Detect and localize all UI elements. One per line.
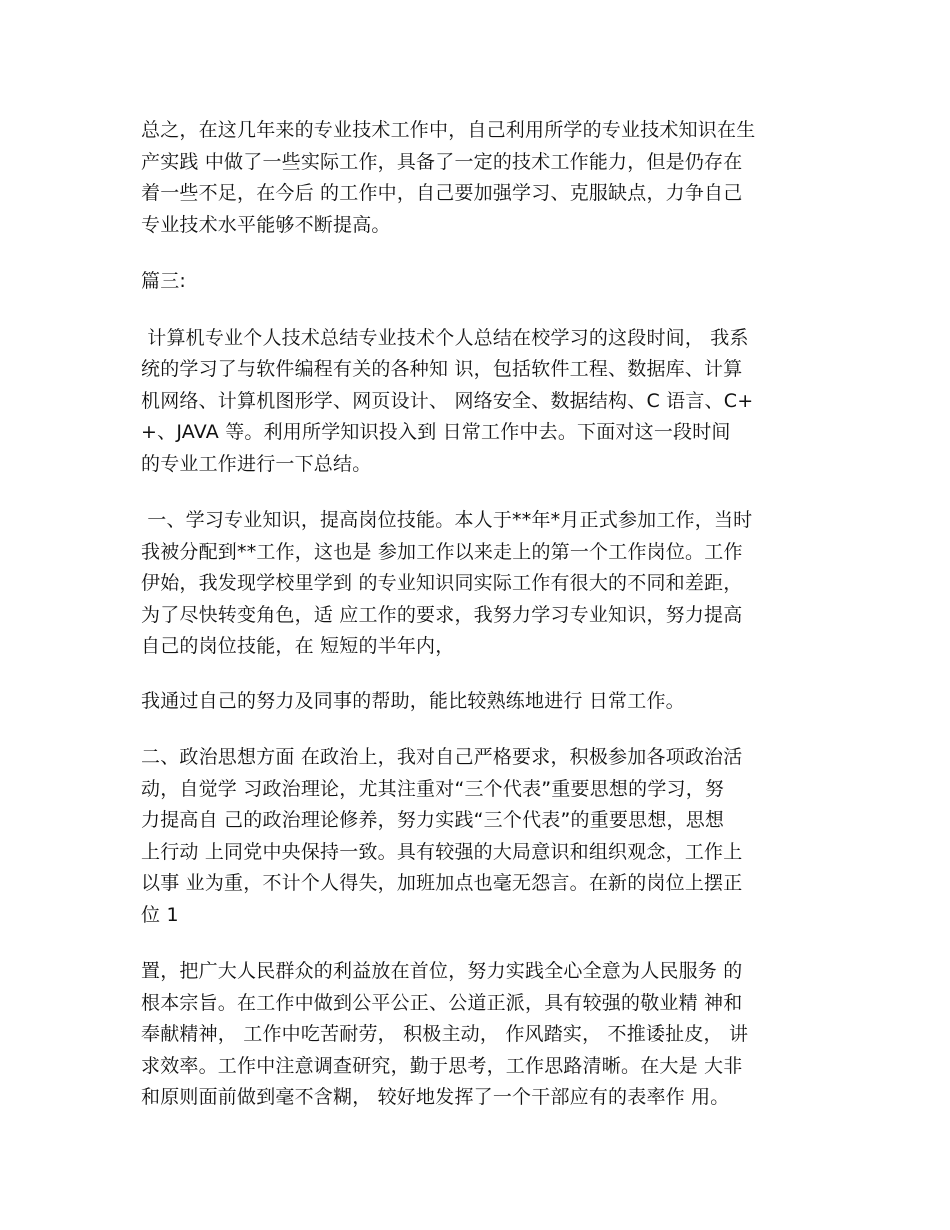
- text-line: 产实践 中做了一些实际工作，具备了一定的技术工作能力，但是仍存在: [141, 150, 743, 173]
- text-line: 置，把广大人民群众的利益放在首位，努力实践全心全意为人民服务 的: [141, 960, 743, 982]
- paragraph-gap: [141, 931, 807, 956]
- text-line: 专业技术水平能够不断提高。: [141, 213, 391, 236]
- paragraph-politics: [141, 742, 807, 931]
- text-line: 我通过自己的努力及同事的帮助，能比较熟练地进行 日常工作。: [141, 689, 685, 712]
- text-line: 为了尽快转变角色，适 应工作的要求，我努力学习专业知识，努力提高: [141, 603, 743, 626]
- text-line: 上行动 上同党中央保持一致。具有较强的大局意识和组织观念，工作上: [141, 840, 743, 863]
- text-line: 动，自觉学 习政治理论，尤其注重对“三个代表”重要思想的学习，努: [141, 777, 725, 800]
- text-line: 伊始，我发现学校里学到 的专业知识同实际工作有很大的不同和差距，: [141, 572, 743, 594]
- paragraph-intro: [141, 323, 807, 481]
- paragraph-effort: [141, 686, 807, 718]
- text-line: 着一些不足，在今后 的工作中，自己要加强学习、克服缺点，力争自己: [141, 182, 743, 204]
- paragraph-gap: [141, 717, 807, 742]
- text-line: 机网络、计算机图形学、网页设计、 网络安全、数据结构、C 语言、C+: [141, 389, 754, 412]
- paragraph-summary: [141, 115, 807, 241]
- text-line: 求效率。工作中注意调查研究，勤于思考，工作思路清晰。在大是 大非: [141, 1054, 743, 1077]
- text-line: 篇三:: [141, 270, 187, 292]
- paragraph-gap: [141, 480, 807, 505]
- text-line: 以事 业为重，不计个人得失，加班加点也毫无怨言。在新的岗位上摆正: [141, 872, 743, 894]
- section-heading: [141, 266, 807, 298]
- text-line: 的专业工作进行一下总结。: [141, 452, 372, 475]
- text-line: 二、政治思想方面 在政治上，我对自己严格要求，积极参加各项政治活: [141, 746, 743, 768]
- text-line: 力提高自 己的政治理论修养，努力实践“三个代表”的重要思想，思想: [141, 809, 725, 831]
- text-line: 总之，在这几年来的专业技术工作中，自己利用所学的专业技术知识在生: [141, 119, 756, 141]
- text-line: 和原则面前做到毫不含糊， 较好地发挥了一个干部应有的表率作 用。: [141, 1086, 730, 1108]
- text-line: 奉献精神， 工作中吃苦耐劳， 积极主动， 作风踏实， 不推诿扯皮， 讲: [141, 1023, 749, 1045]
- paragraph-study: [141, 505, 807, 663]
- text-line: 我被分配到**工作，这也是 参加工作以来走上的第一个工作岗位。工作: [141, 540, 743, 563]
- paragraph-service: [141, 956, 807, 1114]
- text-line: 统的学习了与软件编程有关的各种知 识，包括软件工程、数据库、计算: [141, 358, 743, 380]
- text-line: +、JAVA 等。利用所学知识投入到 日常工作中去。下面对这一段时间: [141, 421, 731, 443]
- text-line: 根本宗旨。在工作中做到公平公正、公道正派，具有较强的敬业精 神和: [141, 991, 743, 1014]
- text-line: 一、学习专业知识，提高岗位技能。本人于**年*月正式参加工作，当时: [141, 509, 753, 531]
- paragraph-gap: [141, 298, 807, 323]
- text-line: 自己的岗位技能，在 短短的半年内，: [141, 635, 455, 657]
- text-line: 计算机专业个人技术总结专业技术个人总结在校学习的这段时间， 我系: [141, 326, 749, 349]
- text-line: 位 1: [141, 903, 179, 926]
- paragraph-gap: [141, 663, 807, 686]
- document-body: [141, 115, 807, 1114]
- paragraph-gap: [141, 241, 807, 266]
